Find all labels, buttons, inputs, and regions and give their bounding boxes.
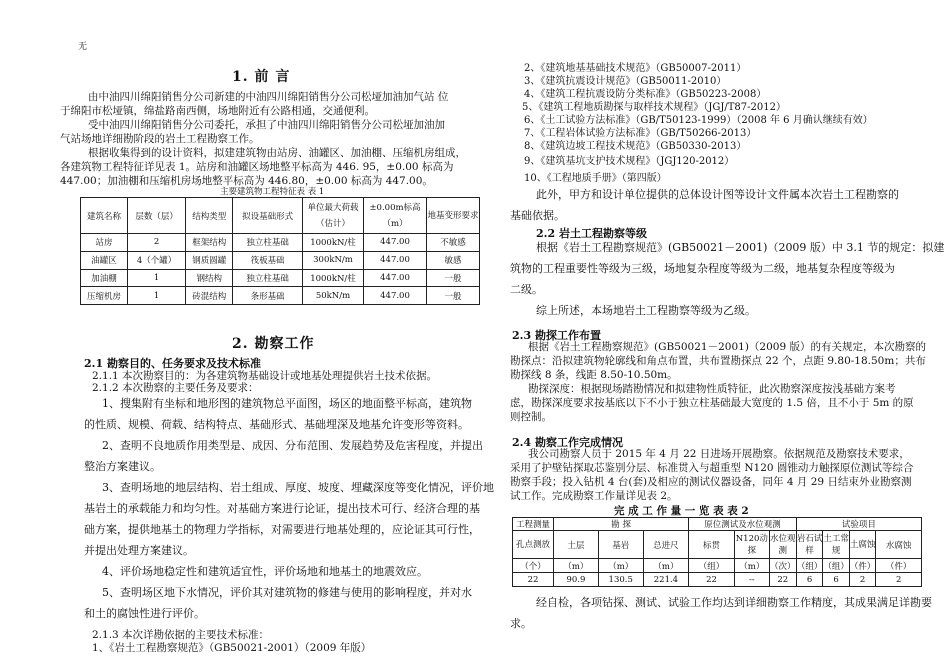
s211-text: 2.1.1 本次勘察目的：为各建筑物基础设计或地基处理提供岩土技术依据。: [92, 370, 438, 382]
table2-value: 6: [796, 573, 823, 587]
table1-cell: 447.00: [364, 251, 427, 269]
table1-cell: 447.00: [364, 287, 427, 305]
table2-unit: （m）: [554, 559, 599, 573]
table2-unit: （m）: [734, 559, 769, 573]
table2-value: 22: [513, 573, 554, 587]
intro-line: 各建筑物工程特征详见表 1。站房和油罐区场地整平标高为 446. 95，±0.00 标高为: [60, 161, 454, 173]
s23-line: 勘探深度：根据现场踏勘情况和拟建物性质特征，此次勘察深度按浅基础方案考: [528, 383, 896, 395]
table1-cell: 钢结构: [186, 269, 233, 287]
table2-header: 土腐蚀: [849, 531, 876, 559]
table1-cell: 筏板基础: [233, 251, 303, 269]
s212-text: 2.1.2 本次勘察的主要任务及要求：: [92, 382, 259, 394]
table1-cell: 1000kN/柱: [303, 234, 364, 252]
task-line: 5、查明场区地下水情况，评价其对建筑物的修建与使用的影响程度，并对水: [102, 586, 472, 599]
table1-cell: 加油棚: [81, 269, 128, 287]
table1-header: 层数（层）: [127, 198, 185, 234]
table1-cell: 1000kN/柱: [303, 269, 364, 287]
table2-group: 原位测试及水位观测: [689, 518, 797, 531]
table1-cell: 2: [127, 234, 185, 252]
table2-unit: （组）: [689, 559, 735, 573]
closing-line: 经自检，各项钻探、测试、试验工作均达到详细勘察工作精度，其成果满足详勘要: [536, 596, 932, 609]
basis-paragraph: [510, 184, 899, 226]
reference-item: 7、《工程岩体试验方法标准》（GB/T50266-2013）: [524, 128, 757, 139]
s23-line: 勘探点：沿拟建筑物轮廓线和角点布置，共布置勘探点 22 个，点距 9.80-18.50m；共布: [510, 355, 926, 367]
table1-header: 地基变形要求: [427, 198, 480, 234]
s24-line: 采用了护壁钻探取芯鉴别分层、标准贯入与超重型 N120 圆锥动力触探原位测试等综合: [510, 462, 914, 474]
intro-line: 根据收集得到的设计资料，拟建建筑物由站房、油罐区、加油棚、压缩机房组成，: [88, 147, 466, 159]
table2-unit: （m）: [598, 559, 643, 573]
table1-cell: 一般: [427, 287, 480, 305]
reference-item: 3、《建筑抗震设计规范》（GB50011-2010）: [524, 76, 727, 87]
intro-line: 447.00；加油棚和压缩机房场地整平标高为 446.80，±0.00 标高为 447.00。: [60, 175, 433, 187]
table1-cell: 钢质圆罐: [186, 251, 233, 269]
reference-item: 10、《工程地质手册》（第四版）: [524, 173, 667, 184]
table2-header: 土工常规: [823, 531, 850, 559]
table1-cell: 一般: [427, 269, 480, 287]
s22-line: 根据《岩土工程勘察规范》(GB50021－2001)（2009 版）中 3.1 节的规定：拟建: [536, 241, 945, 254]
s23-line: 勘探线 8 条，线距 8.50-10.50m。: [510, 369, 678, 381]
reference-item: 8、《建筑边坡工程技术规范》（GB50330-2013）: [524, 141, 747, 152]
section2-title: 2. 勘察工作: [232, 336, 315, 352]
table1-cell: 独立柱基础: [233, 269, 303, 287]
s22-title: 2.2 岩土工程勘察等级: [536, 227, 647, 240]
table-row: [81, 234, 480, 252]
table2-header: 孔点测放: [513, 531, 554, 559]
reference-item: 4、《建筑工程抗震设防分类标准》（GB50223-2008）: [524, 89, 767, 100]
table2-group: 试验项目: [796, 518, 921, 531]
table1-header: ±0.00m标高（m）: [364, 198, 427, 234]
task-line: 和土的腐蚀性进行评价。: [84, 607, 205, 620]
table2-value: 221.4: [643, 573, 689, 587]
table1-header: 单位最大荷载（估计）: [303, 198, 364, 234]
table1-cell: 砖混结构: [186, 287, 233, 305]
table2: [512, 517, 922, 587]
s22-paragraph: [510, 237, 944, 321]
table2-value: 2: [876, 573, 922, 587]
table1-cell: 独立柱基础: [233, 234, 303, 252]
s23-title: 2.3 勘探工作布置: [512, 329, 601, 342]
table2-unit: （个）: [513, 559, 554, 573]
task-line: 4、评价场地稳定性和建筑适宜性，评价场地和地基土的地震效应。: [102, 565, 428, 578]
table2-value: 6: [823, 573, 850, 587]
table1-cell: 框架结构: [186, 234, 233, 252]
table1-cell: 300kN/m: [303, 251, 364, 269]
s24-line: 我公司勘察人员于 2015 年 4 月 22 日进场开展勘察。依据规范及勘察技术要求，: [528, 448, 910, 460]
table2-unit: （次）: [769, 559, 796, 573]
section1-title: 1. 前 言: [232, 69, 291, 85]
s22-line: 筑物的工程重要性等级为三级，场地复杂程度等级为二级，地基复杂程度等级为: [510, 262, 895, 275]
tasks-paragraph: [84, 393, 494, 624]
table-row: [513, 559, 922, 573]
table2-group: 勘 探: [554, 518, 689, 531]
table2-header: 岩石试样: [796, 531, 823, 559]
table1-cell: 4（个罐）: [127, 251, 185, 269]
s23-line: 虑，勘探深度要求按基底以下不小于独立柱基础最大宽度的 1.5 倍，且不小于 5m 的原: [510, 397, 914, 409]
s22-line: 综上所述，本场地岩土工程勘察等级为乙级。: [536, 304, 756, 317]
table1-header: 结构类型: [186, 198, 233, 234]
task-line: 2、查明不良地质作用类型是、成因、分布范围、发展趋势及危害程度，并提出: [102, 439, 483, 452]
s23-line: 则控制。: [510, 411, 552, 423]
table1-cell: 条形基础: [233, 287, 303, 305]
table2-unit: （组）: [823, 559, 850, 573]
table1-header: 拟设基础形式: [233, 198, 303, 234]
table2-unit: （件）: [849, 559, 876, 573]
table2-unit: （件）: [876, 559, 922, 573]
table-row: [81, 269, 480, 287]
intro-line: 气站场地详细勘阶段的岩土工程勘察工作。: [60, 133, 260, 145]
task-line: 1、搜集附有坐标和地形图的建筑物总平面图，场区的地面整平标高，建筑物: [102, 397, 472, 410]
s24-title: 2.4 勘察工作完成情况: [512, 436, 623, 449]
table2-value: 2: [849, 573, 876, 587]
task-line: 基岩土的承载能力和均匀性。对基础方案进行论证，提出技术可行、经济合理的基: [84, 502, 480, 515]
s23-line: 根据《岩土工程勘察规范》(GB50021－2001)（2009 版）的有关规定，本次勘察的: [528, 341, 926, 353]
intro-line: 于绵阳市松垭镇，绵盐路南西侧，场地附近有公路相通，交通便利。: [60, 105, 375, 117]
table2-group: 工程测量: [513, 518, 554, 531]
table2-value: 130.5: [598, 573, 643, 587]
table2-header: 水位观测: [769, 531, 796, 559]
s213-text: 2.1.3 本次详勘依据的主要技术标准：: [92, 629, 270, 641]
task-line: 础方案，提供地基土的物理力学指标，对需要进行地基处理的，应论证其可行性，: [84, 523, 480, 536]
reference-item: 2、《建筑地基基础技术规范》（GB50007-2011）: [524, 63, 747, 74]
table2-value: --: [734, 573, 769, 587]
basis-line: 此外，甲方和设计单位提供的总体设计图等设计文件属本次岩土工程勘察的: [536, 188, 899, 201]
task-line: 整治方案建议。: [84, 460, 161, 473]
table2-header: 总进尺: [643, 531, 689, 559]
intro-paragraph: [60, 90, 466, 188]
table1-cell: 447.00: [364, 269, 427, 287]
table2-header: N120动探: [734, 531, 769, 559]
reference-item: 9、《建筑基坑支护技术规程》（JGJ120-2012）: [524, 156, 735, 167]
s23-paragraph: [510, 340, 926, 424]
task-line: 的性质、规模、荷载、结构特点、基础形式、基础埋深及地基允许变形等资料。: [84, 418, 469, 431]
reference-item: 6、《土工试验方法标准》（GB/T50123-1999）（2008 年 6 月确认继续有效）: [524, 115, 873, 126]
task-line: 并提出处理方案建议。: [84, 544, 194, 557]
table2-value: 90.9: [554, 573, 599, 587]
table1: [80, 197, 480, 305]
table2-unit: （组）: [796, 559, 823, 573]
reference-item: 1、《岩土工程勘察规范》（GB50021-2001）（2009 年版）: [92, 642, 372, 654]
s22-line: 二级。: [510, 283, 543, 296]
s21-title: 2.1 勘察目的、任务要求及技术标准: [84, 357, 261, 370]
table2-unit: （m）: [643, 559, 689, 573]
table2-header: 土层: [554, 531, 599, 559]
table1-cell: 50kN/m: [303, 287, 364, 305]
table1-cell: 油罐区: [81, 251, 128, 269]
closing-line: 求。: [510, 617, 532, 630]
table2-header: 标贯: [689, 531, 735, 559]
table1-cell: 447.00: [364, 234, 427, 252]
table1-cell: 1: [127, 269, 185, 287]
table2-header: 基岩: [598, 531, 643, 559]
references-list: [524, 62, 873, 187]
table1-cell: 不敏感: [427, 234, 480, 252]
table2-value: 22: [689, 573, 735, 587]
intro-line: 由中油四川绵阳销售分公司新建的中油四川绵阳销售分公司松垭加油加气站 位: [88, 91, 449, 103]
corner-mark: 无: [78, 42, 88, 52]
basis-line: 基础依据。: [510, 209, 565, 222]
reference-item: 5、《建筑工程地质勘探与取样技术规程》（JGJ/T87-2012）: [522, 102, 786, 113]
table-row: [513, 573, 922, 587]
s24-paragraph: [510, 447, 913, 503]
table1-cell: 1: [127, 287, 185, 305]
table2-caption: 完 成 工 作 量 一 览 表 表 2: [614, 505, 749, 517]
table2-header: 水腐蚀: [876, 531, 922, 559]
s24-line: 试工作。完成勘察工作量详见表 2。: [510, 490, 678, 502]
intro-line: 受中油四川绵阳销售分公司委托，承担了中油四川绵阳销售分公司松垭加油加: [88, 119, 445, 131]
table1-header: 建筑名称: [81, 198, 128, 234]
s24-line: 勘察手段；投入钻机 4 台(套)及相应的测试仪器设备，同年 4 月 29 日结束外业勘察测: [510, 476, 912, 488]
table-row: [81, 251, 480, 269]
table1-cell: 敏感: [427, 251, 480, 269]
table1-caption: 主要建筑物工程特征表 表 1: [220, 187, 325, 197]
closing-paragraph: [510, 592, 932, 634]
task-line: 3、查明场地的地层结构、岩土组成、厚度、坡度、埋藏深度等变化情况，评价地: [102, 481, 494, 494]
table1-cell: 压缩机房: [81, 287, 128, 305]
table1-cell: 站房: [81, 234, 128, 252]
table-row: [81, 287, 480, 305]
table2-value: 22: [769, 573, 796, 587]
